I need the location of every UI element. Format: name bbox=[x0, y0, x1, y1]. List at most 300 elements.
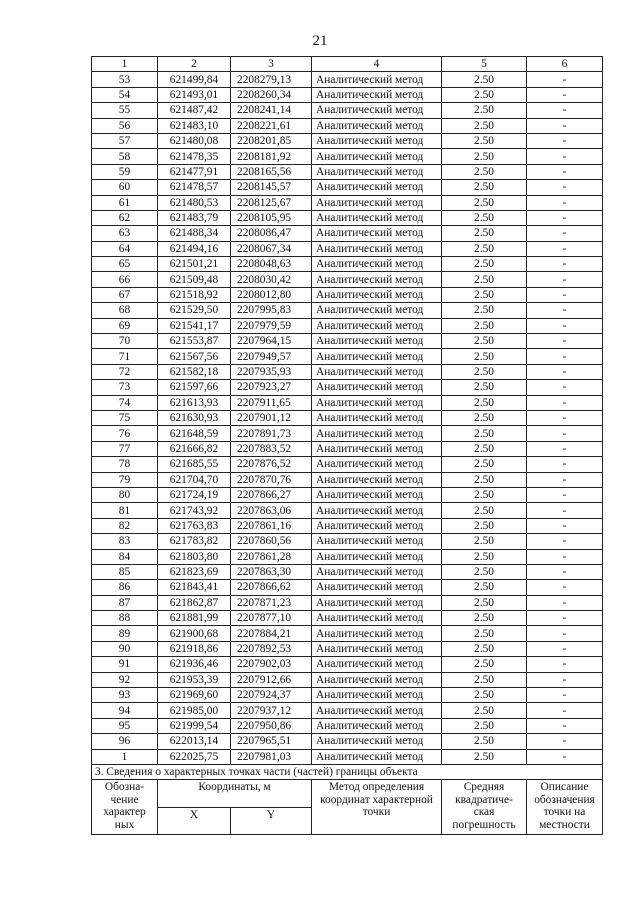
coord-y: 2208260,34 bbox=[231, 87, 312, 102]
table-row bbox=[92, 380, 603, 395]
point-number: 74 bbox=[92, 395, 158, 410]
point-number: 59 bbox=[92, 164, 158, 179]
accuracy: 2.50 bbox=[442, 534, 527, 549]
method: Аналитический метод bbox=[312, 226, 442, 241]
table-row bbox=[92, 318, 603, 333]
accuracy: 2.50 bbox=[442, 226, 527, 241]
table-row bbox=[92, 87, 603, 102]
accuracy: 2.50 bbox=[442, 641, 527, 656]
table-row bbox=[92, 257, 603, 272]
coord-y: 2207964,15 bbox=[231, 334, 312, 349]
point-number: 72 bbox=[92, 364, 158, 379]
coord-y: 2208086,47 bbox=[231, 226, 312, 241]
coord-y: 2207924,37 bbox=[231, 688, 312, 703]
accuracy: 2.50 bbox=[442, 703, 527, 718]
table-row bbox=[92, 749, 603, 764]
accuracy: 2.50 bbox=[442, 180, 527, 195]
description: - bbox=[527, 641, 603, 656]
table-row bbox=[92, 395, 603, 410]
table-row bbox=[92, 688, 603, 703]
method: Аналитический метод bbox=[312, 611, 442, 626]
coord-x: 621509,48 bbox=[158, 272, 231, 287]
accuracy: 2.50 bbox=[442, 503, 527, 518]
point-number: 60 bbox=[92, 180, 158, 195]
description: - bbox=[527, 426, 603, 441]
point-number: 93 bbox=[92, 688, 158, 703]
description: - bbox=[527, 657, 603, 672]
coord-y: 2207883,52 bbox=[231, 441, 312, 456]
description: - bbox=[527, 718, 603, 733]
method: Аналитический метод bbox=[312, 641, 442, 656]
method: Аналитический метод bbox=[312, 534, 442, 549]
table-row bbox=[92, 118, 603, 133]
point-number: 89 bbox=[92, 626, 158, 641]
coord-x: 621480,53 bbox=[158, 195, 231, 210]
table-row bbox=[92, 334, 603, 349]
point-number: 78 bbox=[92, 457, 158, 472]
method: Аналитический метод bbox=[312, 180, 442, 195]
method: Аналитический метод bbox=[312, 472, 442, 487]
point-number: 65 bbox=[92, 257, 158, 272]
method: Аналитический метод bbox=[312, 657, 442, 672]
point-number: 77 bbox=[92, 441, 158, 456]
accuracy: 2.50 bbox=[442, 118, 527, 133]
method: Аналитический метод bbox=[312, 734, 442, 749]
method: Аналитический метод bbox=[312, 503, 442, 518]
method: Аналитический метод bbox=[312, 457, 442, 472]
table-row bbox=[92, 210, 603, 225]
column-number: 6 bbox=[527, 57, 603, 72]
coord-x: 621582,18 bbox=[158, 364, 231, 379]
description: - bbox=[527, 72, 603, 87]
coord-x: 621541,17 bbox=[158, 318, 231, 333]
description: - bbox=[527, 149, 603, 164]
accuracy: 2.50 bbox=[442, 549, 527, 564]
accuracy: 2.50 bbox=[442, 195, 527, 210]
coord-x: 621487,42 bbox=[158, 103, 231, 118]
column-number: 4 bbox=[312, 57, 442, 72]
table-row bbox=[92, 195, 603, 210]
coord-x: 621685,55 bbox=[158, 457, 231, 472]
coord-y: 2207923,27 bbox=[231, 380, 312, 395]
coord-y: 2207866,62 bbox=[231, 580, 312, 595]
description: - bbox=[527, 303, 603, 318]
method: Аналитический метод bbox=[312, 287, 442, 302]
method: Аналитический метод bbox=[312, 103, 442, 118]
accuracy: 2.50 bbox=[442, 518, 527, 533]
accuracy: 2.50 bbox=[442, 287, 527, 302]
accuracy: 2.50 bbox=[442, 718, 527, 733]
accuracy: 2.50 bbox=[442, 303, 527, 318]
table-row bbox=[92, 503, 603, 518]
point-number: 94 bbox=[92, 703, 158, 718]
table-row bbox=[92, 549, 603, 564]
table-row bbox=[92, 149, 603, 164]
coord-x: 621918,86 bbox=[158, 641, 231, 656]
coord-y: 2207965,51 bbox=[231, 734, 312, 749]
accuracy: 2.50 bbox=[442, 595, 527, 610]
coordinates-table bbox=[91, 56, 603, 835]
method: Аналитический метод bbox=[312, 318, 442, 333]
accuracy: 2.50 bbox=[442, 349, 527, 364]
description: - bbox=[527, 410, 603, 425]
point-number: 66 bbox=[92, 272, 158, 287]
coord-y: 2208012,80 bbox=[231, 287, 312, 302]
point-number: 92 bbox=[92, 672, 158, 687]
accuracy: 2.50 bbox=[442, 241, 527, 256]
method: Аналитический метод bbox=[312, 426, 442, 441]
description: - bbox=[527, 749, 603, 764]
column-number: 2 bbox=[158, 57, 231, 72]
point-number: 56 bbox=[92, 118, 158, 133]
table-row bbox=[92, 72, 603, 87]
method: Аналитический метод bbox=[312, 410, 442, 425]
method: Аналитический метод bbox=[312, 518, 442, 533]
table-row bbox=[92, 703, 603, 718]
header-description: Описание обозначения точки на местности bbox=[527, 780, 603, 835]
method: Аналитический метод bbox=[312, 749, 442, 764]
accuracy: 2.50 bbox=[442, 164, 527, 179]
point-number: 80 bbox=[92, 487, 158, 502]
table-row bbox=[92, 226, 603, 241]
accuracy: 2.50 bbox=[442, 72, 527, 87]
table-row bbox=[92, 564, 603, 579]
coord-y: 2207981,03 bbox=[231, 749, 312, 764]
method: Аналитический метод bbox=[312, 487, 442, 502]
point-number: 88 bbox=[92, 611, 158, 626]
coord-y: 2208201,85 bbox=[231, 133, 312, 148]
description: - bbox=[527, 518, 603, 533]
coord-x: 621501,21 bbox=[158, 257, 231, 272]
method: Аналитический метод bbox=[312, 549, 442, 564]
coord-x: 621936,46 bbox=[158, 657, 231, 672]
coordinates-table-body bbox=[92, 57, 603, 765]
accuracy: 2.50 bbox=[442, 364, 527, 379]
point-number: 75 bbox=[92, 410, 158, 425]
coord-y: 2208241,14 bbox=[231, 103, 312, 118]
coord-x: 621743,92 bbox=[158, 503, 231, 518]
point-number: 71 bbox=[92, 349, 158, 364]
method: Аналитический метод bbox=[312, 718, 442, 733]
coord-y: 2207892,53 bbox=[231, 641, 312, 656]
description: - bbox=[527, 287, 603, 302]
description: - bbox=[527, 611, 603, 626]
coord-y: 2207950,86 bbox=[231, 718, 312, 733]
description: - bbox=[527, 257, 603, 272]
header-method: Метод определения координат характерной точки bbox=[312, 780, 442, 835]
coord-y: 2207866,27 bbox=[231, 487, 312, 502]
accuracy: 2.50 bbox=[442, 410, 527, 425]
description: - bbox=[527, 180, 603, 195]
method: Аналитический метод bbox=[312, 87, 442, 102]
method: Аналитический метод bbox=[312, 195, 442, 210]
coord-x: 621494,16 bbox=[158, 241, 231, 256]
accuracy: 2.50 bbox=[442, 749, 527, 764]
coord-y: 2207935,93 bbox=[231, 364, 312, 379]
section-3-column-headers bbox=[92, 780, 603, 808]
header-accuracy: Средняя квадратиче- ская погрешность bbox=[442, 780, 527, 835]
point-number: 73 bbox=[92, 380, 158, 395]
description: - bbox=[527, 210, 603, 225]
method: Аналитический метод bbox=[312, 149, 442, 164]
coord-y: 2207870,76 bbox=[231, 472, 312, 487]
method: Аналитический метод bbox=[312, 303, 442, 318]
coord-y: 2207902,03 bbox=[231, 657, 312, 672]
method: Аналитический метод bbox=[312, 688, 442, 703]
accuracy: 2.50 bbox=[442, 457, 527, 472]
coord-x: 621783,82 bbox=[158, 534, 231, 549]
table-row bbox=[92, 534, 603, 549]
description: - bbox=[527, 734, 603, 749]
description: - bbox=[527, 87, 603, 102]
description: - bbox=[527, 318, 603, 333]
page-number: 21 bbox=[312, 33, 328, 49]
section-3-header bbox=[92, 764, 603, 834]
point-number: 86 bbox=[92, 580, 158, 595]
point-number: 68 bbox=[92, 303, 158, 318]
point-number: 53 bbox=[92, 72, 158, 87]
description: - bbox=[527, 457, 603, 472]
accuracy: 2.50 bbox=[442, 380, 527, 395]
table-row bbox=[92, 641, 603, 656]
coord-x: 621493,01 bbox=[158, 87, 231, 102]
coord-x: 622025,75 bbox=[158, 749, 231, 764]
accuracy: 2.50 bbox=[442, 688, 527, 703]
point-number: 90 bbox=[92, 641, 158, 656]
column-number: 3 bbox=[231, 57, 312, 72]
table-row bbox=[92, 426, 603, 441]
coord-x: 621499,84 bbox=[158, 72, 231, 87]
coord-x: 621529,50 bbox=[158, 303, 231, 318]
coord-y: 2208067,34 bbox=[231, 241, 312, 256]
section-3-title: 3. Сведения о характерных точках части (частей) границы объекта bbox=[92, 764, 603, 779]
coord-y: 2207979,59 bbox=[231, 318, 312, 333]
coord-x: 621666,82 bbox=[158, 441, 231, 456]
coord-y: 2207860,56 bbox=[231, 534, 312, 549]
description: - bbox=[527, 380, 603, 395]
coord-x: 621969,60 bbox=[158, 688, 231, 703]
point-number: 76 bbox=[92, 426, 158, 441]
table-row bbox=[92, 718, 603, 733]
point-number: 1 bbox=[92, 749, 158, 764]
table-row bbox=[92, 580, 603, 595]
description: - bbox=[527, 534, 603, 549]
point-number: 84 bbox=[92, 549, 158, 564]
coord-x: 621483,10 bbox=[158, 118, 231, 133]
coord-x: 621597,66 bbox=[158, 380, 231, 395]
description: - bbox=[527, 441, 603, 456]
description: - bbox=[527, 364, 603, 379]
method: Аналитический метод bbox=[312, 72, 442, 87]
coord-y: 2208105,95 bbox=[231, 210, 312, 225]
method: Аналитический метод bbox=[312, 703, 442, 718]
description: - bbox=[527, 164, 603, 179]
method: Аналитический метод bbox=[312, 595, 442, 610]
coord-x: 621953,39 bbox=[158, 672, 231, 687]
description: - bbox=[527, 272, 603, 287]
table-row bbox=[92, 734, 603, 749]
table-row bbox=[92, 241, 603, 256]
accuracy: 2.50 bbox=[442, 611, 527, 626]
accuracy: 2.50 bbox=[442, 133, 527, 148]
description: - bbox=[527, 334, 603, 349]
description: - bbox=[527, 688, 603, 703]
coord-x: 621478,57 bbox=[158, 180, 231, 195]
coord-x: 621999,54 bbox=[158, 718, 231, 733]
table-row bbox=[92, 164, 603, 179]
coord-y: 2207891,73 bbox=[231, 426, 312, 441]
column-number: 1 bbox=[92, 57, 158, 72]
coord-y: 2208181,92 bbox=[231, 149, 312, 164]
point-number: 64 bbox=[92, 241, 158, 256]
coord-x: 621478,35 bbox=[158, 149, 231, 164]
coord-x: 621630,93 bbox=[158, 410, 231, 425]
point-number: 83 bbox=[92, 534, 158, 549]
table-row bbox=[92, 272, 603, 287]
method: Аналитический метод bbox=[312, 364, 442, 379]
coord-y: 2208279,13 bbox=[231, 72, 312, 87]
coord-x: 621862,87 bbox=[158, 595, 231, 610]
method: Аналитический метод bbox=[312, 164, 442, 179]
method: Аналитический метод bbox=[312, 334, 442, 349]
coord-x: 621823,69 bbox=[158, 564, 231, 579]
coord-x: 621900,68 bbox=[158, 626, 231, 641]
description: - bbox=[527, 472, 603, 487]
description: - bbox=[527, 487, 603, 502]
table-row bbox=[92, 441, 603, 456]
coord-x: 621648,59 bbox=[158, 426, 231, 441]
coord-x: 621483,79 bbox=[158, 210, 231, 225]
point-number: 57 bbox=[92, 133, 158, 148]
accuracy: 2.50 bbox=[442, 487, 527, 502]
description: - bbox=[527, 395, 603, 410]
coord-x: 621488,34 bbox=[158, 226, 231, 241]
coord-y: 2207911,65 bbox=[231, 395, 312, 410]
method: Аналитический метод bbox=[312, 441, 442, 456]
column-number-row bbox=[92, 57, 603, 72]
point-number: 62 bbox=[92, 210, 158, 225]
accuracy: 2.50 bbox=[442, 87, 527, 102]
coord-y: 2208221,61 bbox=[231, 118, 312, 133]
coord-x: 621803,80 bbox=[158, 549, 231, 564]
accuracy: 2.50 bbox=[442, 657, 527, 672]
accuracy: 2.50 bbox=[442, 257, 527, 272]
description: - bbox=[527, 580, 603, 595]
accuracy: 2.50 bbox=[442, 672, 527, 687]
coord-y: 2207949,57 bbox=[231, 349, 312, 364]
coord-x: 622013,14 bbox=[158, 734, 231, 749]
point-number: 85 bbox=[92, 564, 158, 579]
point-number: 61 bbox=[92, 195, 158, 210]
accuracy: 2.50 bbox=[442, 441, 527, 456]
coord-y: 2207876,52 bbox=[231, 457, 312, 472]
table-row bbox=[92, 611, 603, 626]
table-row bbox=[92, 518, 603, 533]
header-coordinates: Координаты, м bbox=[158, 780, 312, 808]
point-number: 55 bbox=[92, 103, 158, 118]
accuracy: 2.50 bbox=[442, 272, 527, 287]
point-number: 67 bbox=[92, 287, 158, 302]
accuracy: 2.50 bbox=[442, 395, 527, 410]
accuracy: 2.50 bbox=[442, 318, 527, 333]
method: Аналитический метод bbox=[312, 672, 442, 687]
coord-y: 2207871,23 bbox=[231, 595, 312, 610]
point-number: 70 bbox=[92, 334, 158, 349]
coord-y: 2207901,12 bbox=[231, 410, 312, 425]
table-row bbox=[92, 364, 603, 379]
point-number: 79 bbox=[92, 472, 158, 487]
table-row bbox=[92, 287, 603, 302]
method: Аналитический метод bbox=[312, 133, 442, 148]
coord-x: 621480,08 bbox=[158, 133, 231, 148]
coord-y: 2207884,21 bbox=[231, 626, 312, 641]
coord-x: 621613,93 bbox=[158, 395, 231, 410]
accuracy: 2.50 bbox=[442, 103, 527, 118]
coord-y: 2207877,10 bbox=[231, 611, 312, 626]
table-row bbox=[92, 303, 603, 318]
point-number: 81 bbox=[92, 503, 158, 518]
method: Аналитический метод bbox=[312, 241, 442, 256]
point-number: 69 bbox=[92, 318, 158, 333]
point-number: 91 bbox=[92, 657, 158, 672]
description: - bbox=[527, 118, 603, 133]
coord-y: 2208165,56 bbox=[231, 164, 312, 179]
method: Аналитический метод bbox=[312, 395, 442, 410]
section-3-title-row bbox=[92, 764, 603, 779]
coord-x: 621763,83 bbox=[158, 518, 231, 533]
point-number: 95 bbox=[92, 718, 158, 733]
description: - bbox=[527, 241, 603, 256]
coord-y: 2208048,63 bbox=[231, 257, 312, 272]
description: - bbox=[527, 595, 603, 610]
description: - bbox=[527, 103, 603, 118]
accuracy: 2.50 bbox=[442, 334, 527, 349]
description: - bbox=[527, 349, 603, 364]
accuracy: 2.50 bbox=[442, 734, 527, 749]
table-row bbox=[92, 349, 603, 364]
point-number: 87 bbox=[92, 595, 158, 610]
method: Аналитический метод bbox=[312, 380, 442, 395]
header-x: X bbox=[158, 807, 231, 835]
method: Аналитический метод bbox=[312, 257, 442, 272]
accuracy: 2.50 bbox=[442, 564, 527, 579]
coord-x: 621985,00 bbox=[158, 703, 231, 718]
method: Аналитический метод bbox=[312, 626, 442, 641]
description: - bbox=[527, 549, 603, 564]
coord-x: 621704,70 bbox=[158, 472, 231, 487]
coord-y: 2207863,06 bbox=[231, 503, 312, 518]
description: - bbox=[527, 626, 603, 641]
description: - bbox=[527, 703, 603, 718]
header-y: Y bbox=[231, 807, 312, 835]
accuracy: 2.50 bbox=[442, 626, 527, 641]
coord-y: 2207912,66 bbox=[231, 672, 312, 687]
coord-y: 2207861,16 bbox=[231, 518, 312, 533]
table-row bbox=[92, 487, 603, 502]
description: - bbox=[527, 672, 603, 687]
point-number: 82 bbox=[92, 518, 158, 533]
method: Аналитический метод bbox=[312, 580, 442, 595]
description: - bbox=[527, 503, 603, 518]
table-row bbox=[92, 180, 603, 195]
method: Аналитический метод bbox=[312, 210, 442, 225]
description: - bbox=[527, 226, 603, 241]
coord-x: 621477,91 bbox=[158, 164, 231, 179]
description: - bbox=[527, 564, 603, 579]
coord-x: 621724,19 bbox=[158, 487, 231, 502]
table-row bbox=[92, 133, 603, 148]
table-row bbox=[92, 595, 603, 610]
